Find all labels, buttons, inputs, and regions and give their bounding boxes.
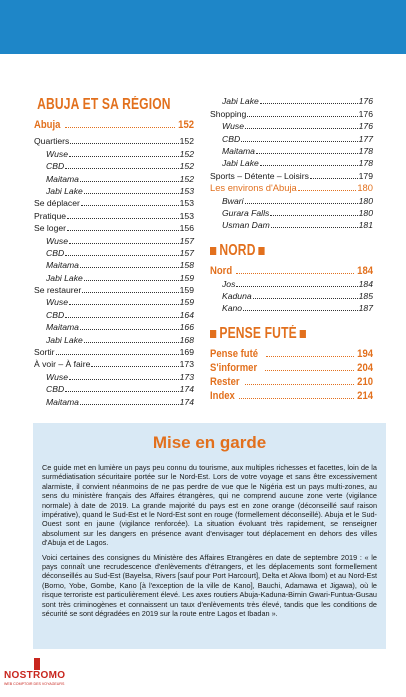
toc-entry-page: 177 — [358, 133, 373, 144]
toc-entry-page: 180 — [358, 195, 373, 206]
toc-entry-page: 159 — [179, 285, 194, 296]
toc-entry[interactable] — [34, 258, 194, 270]
dot-leader — [260, 165, 358, 166]
dot-leader — [270, 215, 357, 216]
toc-entry-title: CBD — [222, 133, 241, 144]
dot-leader — [65, 391, 179, 392]
toc-entry[interactable] — [34, 184, 194, 196]
dot-leader — [80, 181, 179, 182]
toc-entry[interactable] — [34, 295, 194, 307]
toc-list-right-top — [210, 94, 373, 230]
toc-entry[interactable] — [210, 387, 373, 401]
square-bullet-icon — [259, 247, 265, 255]
toc-entry[interactable] — [210, 206, 373, 218]
square-bullet-icon — [210, 247, 216, 255]
toc-entry-title: Jabi Lake — [222, 96, 259, 107]
dot-leader — [271, 227, 358, 228]
toc-entry-title: CBD — [46, 384, 65, 395]
toc-entry[interactable] — [34, 221, 194, 233]
toc-entry[interactable] — [210, 168, 373, 180]
toc-entry[interactable] — [34, 369, 194, 381]
toc-entry[interactable] — [34, 146, 194, 158]
toc-entry-page: 184 — [358, 278, 373, 289]
toc-entry[interactable] — [34, 320, 194, 332]
toc-list-left — [34, 116, 194, 407]
section-heading-text: NORD — [219, 242, 256, 260]
toc-entry-title: CBD — [46, 247, 65, 258]
toc-entry[interactable] — [210, 289, 373, 301]
dot-leader — [260, 103, 358, 104]
toc-entry-page: 178 — [358, 158, 373, 169]
toc-entry-page: 152 — [179, 148, 194, 159]
toc-entry-page: 153 — [179, 210, 194, 221]
dot-leader — [80, 404, 179, 405]
toc-entry-title: Kaduna — [222, 291, 252, 302]
toc-entry[interactable] — [34, 357, 194, 369]
toc-entry-page: 180 — [358, 207, 373, 218]
dot-leader — [65, 317, 179, 318]
dot-leader — [243, 310, 358, 311]
toc-entry-page: 152 — [179, 161, 194, 172]
toc-entry-title: Sortir — [34, 347, 55, 358]
dot-leader — [82, 292, 178, 293]
toc-entry-page: 166 — [179, 322, 194, 333]
dot-leader — [80, 267, 179, 268]
dot-leader — [247, 116, 357, 117]
toc-entry[interactable] — [34, 233, 194, 245]
toc-entry[interactable] — [34, 345, 194, 357]
dot-leader — [81, 205, 179, 206]
toc-entry[interactable] — [210, 345, 373, 359]
toc-entry-title: Wuse — [222, 121, 244, 132]
dot-leader — [69, 379, 179, 380]
toc-entry-title: Wuse — [46, 235, 68, 246]
toc-entry[interactable] — [34, 307, 194, 319]
toc-entry-page: 214 — [357, 390, 373, 403]
toc-list-pense-fute — [210, 345, 373, 401]
toc-entry-page: 184 — [357, 265, 373, 278]
toc-entry-page: 173 — [179, 371, 194, 382]
dot-leader — [266, 356, 354, 357]
logo-tagline: WEB COMPTOIR DES VOYAGEURS — [4, 682, 65, 686]
toc-right-column — [210, 94, 373, 401]
toc-entry-page: 159 — [179, 297, 194, 308]
toc-entry-page: 185 — [358, 291, 373, 302]
toc-entry[interactable] — [34, 382, 194, 394]
toc-entry-page: 176 — [358, 121, 373, 132]
dot-leader — [256, 153, 358, 154]
toc-entry-page: 204 — [357, 362, 373, 375]
toc-entry-title: CBD — [46, 161, 65, 172]
toc-entry-title: Maitama — [46, 173, 79, 184]
toc-entry[interactable] — [34, 208, 194, 220]
dot-leader — [70, 143, 178, 144]
dot-leader — [84, 342, 179, 343]
toc-entry[interactable] — [210, 106, 373, 118]
toc-entry[interactable] — [210, 218, 373, 230]
dot-leader — [65, 127, 175, 128]
toc-entry-title: Wuse — [46, 148, 68, 159]
toc-entry-title: Index — [210, 390, 235, 403]
dot-leader — [310, 178, 358, 179]
toc-entry-title: Gurara Falls — [222, 207, 270, 218]
dot-leader — [65, 255, 179, 256]
section-heading-text: PENSE FUTÉ — [219, 325, 297, 343]
dot-leader — [236, 273, 354, 274]
toc-entry-page: 152 — [179, 173, 194, 184]
toc-entry-page: 153 — [179, 198, 194, 209]
toc-entry[interactable] — [210, 262, 373, 276]
logo-mark-icon — [34, 658, 40, 670]
toc-entry[interactable] — [210, 276, 373, 288]
toc-entry-page: 152 — [178, 119, 194, 131]
section-heading-abuja — [34, 94, 171, 116]
dot-leader — [67, 218, 179, 219]
toc-entry[interactable] — [210, 359, 373, 373]
dot-leader — [245, 203, 358, 204]
toc-entry-title: Se déplacer — [34, 198, 80, 209]
toc-entry-title: CBD — [46, 309, 65, 320]
dot-leader — [236, 286, 357, 287]
warning-paragraph: Voici certaines des consignes du Ministère des Affaires Etrangères en date de septembre 2019 : « le pays connaît une recrudescence d'enlèvements d'étrangers, et les déplacements sont formellement déconseillés au Sud-Est (Bayelsa, Rivers [sauf pour Port Harcourt], Delta et Akwa Ibom) et au Nord-Est (Borno, Yobe, Gombe, Kano [à l'exception de la ville de Kano], Bauchi, Adamawa et Jigawa), où le risque terroriste est particulièrement élevé. Les axes routiers Abuja-Kaduna-Birnin Gwari-Funtua-Gusau sont très criminogènes et connaissent un taux d'enlèvements très élevé, tandis que les conditions de sécurité se sont dégradées en 2019 sur la route entre Lagos et Ibadan ». — [42, 552, 377, 619]
toc-entry[interactable] — [34, 332, 194, 344]
warning-box — [33, 423, 386, 649]
toc-entry-title: Jabi Lake — [46, 334, 83, 345]
section-heading-pense-fute — [210, 323, 337, 345]
toc-entry-page: 180 — [357, 182, 373, 194]
toc-entry-page: 210 — [357, 376, 373, 389]
toc-entry-page: 159 — [179, 272, 194, 283]
toc-entry[interactable] — [210, 119, 373, 131]
warning-box-text — [42, 463, 377, 624]
toc-entry-title: Se restaurer — [34, 285, 82, 296]
publisher-logo — [0, 658, 74, 690]
toc-entry-page: 173 — [179, 359, 194, 370]
toc-entry-title: Bwari — [222, 195, 244, 206]
dot-leader — [241, 141, 358, 142]
toc-entry[interactable] — [210, 193, 373, 205]
toc-entry-title: Quartiers — [34, 136, 70, 147]
toc-list-nord — [210, 262, 373, 313]
dot-leader — [65, 168, 179, 169]
toc-entry-page: 152 — [179, 136, 194, 147]
toc-entry[interactable] — [34, 283, 194, 295]
dot-leader — [69, 156, 179, 157]
top-color-band — [0, 0, 406, 54]
toc-entry-page: 168 — [179, 334, 194, 345]
dot-leader — [69, 243, 179, 244]
toc-entry-title: Les environs d'Abuja — [210, 182, 297, 194]
warning-box-title: Mise en garde — [152, 433, 267, 452]
dot-leader — [56, 354, 179, 355]
toc-entry[interactable] — [34, 171, 194, 183]
toc-entry-title: Usman Dam — [222, 220, 270, 231]
toc-entry-page: 176 — [358, 108, 373, 119]
toc-entry[interactable] — [34, 270, 194, 282]
toc-entry-title: Kano — [222, 303, 243, 314]
toc-entry-title: Wuse — [46, 371, 68, 382]
toc-entry[interactable] — [34, 394, 194, 406]
toc-entry-page: 174 — [179, 384, 194, 395]
toc-entry-page: 176 — [358, 96, 373, 107]
toc-entry[interactable] — [210, 131, 373, 143]
toc-entry[interactable] — [210, 301, 373, 313]
toc-entry-title: Jos — [222, 278, 236, 289]
toc-entry-title: À voir – À faire — [34, 359, 91, 370]
toc-entry-title: Maitama — [46, 260, 79, 271]
toc-entry-title: Pratique — [34, 210, 67, 221]
dot-leader — [245, 384, 354, 385]
warning-paragraph: Ce guide met en lumière un pays peu connu du tourisme, aux multiples richesses et facettes, loin de la surmédiatisation sécuritaire portée sur le Nord-Est. Lors de votre voyage et sans être excessivement alarmiste, il convient néanmoins de ne pas perdre de vue que le Nigéria est un pays multi-zones, au sens du ministère français des Affaires étrangères, qui ne comprend aucune zone verte (vigilance normale) à date de 2019. La grande majorité du pays est en zone orange (déconseillé sauf raison impérative), quand le Sud-Est et le Nord-Est sont en rouge (formellement déconseillé). Abuja et le Sud-Ouest sont en jaune (vigilance renforcée). La situation évoluant très rapidement, se renseigner absolument sur les dangers en présence avant d'envisager tout déplacement en dehors des villes d'Abuja et de Lagos. — [42, 463, 377, 548]
toc-entry-page: 169 — [179, 347, 194, 358]
toc-entry-title: Wuse — [46, 297, 68, 308]
toc-entry[interactable] — [210, 156, 373, 168]
toc-entry[interactable] — [34, 159, 194, 171]
toc-entry-title: Rester — [210, 376, 240, 389]
dot-leader — [84, 280, 179, 281]
toc-entry-title: Shopping — [210, 108, 247, 119]
toc-entry-page: 157 — [179, 235, 194, 246]
toc-entry-title: Nord — [210, 265, 233, 278]
dot-leader — [265, 370, 354, 371]
dot-leader — [80, 329, 179, 330]
toc-entry-page: 179 — [358, 170, 373, 181]
toc-entry-page: 194 — [357, 348, 373, 361]
toc-entry-page: 178 — [358, 145, 373, 156]
toc-entry-page: 187 — [358, 303, 373, 314]
dot-leader — [69, 304, 179, 305]
toc-entry-title: Maitama — [46, 322, 79, 333]
toc-entry[interactable] — [34, 196, 194, 208]
toc-entry[interactable] — [34, 246, 194, 258]
dot-leader — [298, 190, 357, 191]
toc-entry[interactable] — [210, 373, 373, 387]
toc-entry-title: Sports – Détente – Loisirs — [210, 170, 309, 181]
dot-leader — [91, 366, 178, 367]
toc-entry-title: Maitama — [46, 396, 79, 407]
square-bullet-icon — [300, 330, 306, 338]
toc-entry-title: S'informer — [210, 362, 258, 375]
toc-entry-page: 164 — [179, 309, 194, 320]
toc-entry[interactable] — [210, 94, 373, 106]
square-bullet-icon — [210, 330, 216, 338]
logo-brand: NOSTROMO — [4, 670, 66, 681]
toc-entry[interactable] — [210, 181, 373, 193]
toc-entry-title: Pense futé — [210, 348, 259, 361]
toc-entry[interactable] — [34, 116, 194, 130]
toc-entry[interactable] — [34, 134, 194, 146]
toc-entry-page: 174 — [179, 396, 194, 407]
toc-entry-title: Jabi Lake — [46, 272, 83, 283]
dot-leader — [245, 128, 358, 129]
toc-entry[interactable] — [210, 144, 373, 156]
toc-entry-page: 153 — [179, 185, 194, 196]
toc-entry-page: 158 — [179, 260, 194, 271]
section-heading-text: ABUJA ET SA RÉGION — [37, 96, 171, 113]
toc-entry-page: 181 — [358, 220, 373, 231]
section-heading-nord — [210, 240, 337, 262]
toc-entry-title: Jabi Lake — [46, 185, 83, 196]
dot-leader — [84, 193, 179, 194]
toc-entry-title: Se loger — [34, 223, 67, 234]
toc-left-column — [34, 94, 194, 407]
toc-entry-title: Abuja — [34, 119, 61, 131]
toc-entry-page: 157 — [179, 247, 194, 258]
toc-entry-title: Maitama — [222, 145, 255, 156]
toc-entry-page: 156 — [179, 223, 194, 234]
dot-leader — [67, 230, 179, 231]
dot-leader — [239, 398, 354, 399]
toc-entry-title: Jabi Lake — [222, 158, 259, 169]
dot-leader — [253, 298, 358, 299]
